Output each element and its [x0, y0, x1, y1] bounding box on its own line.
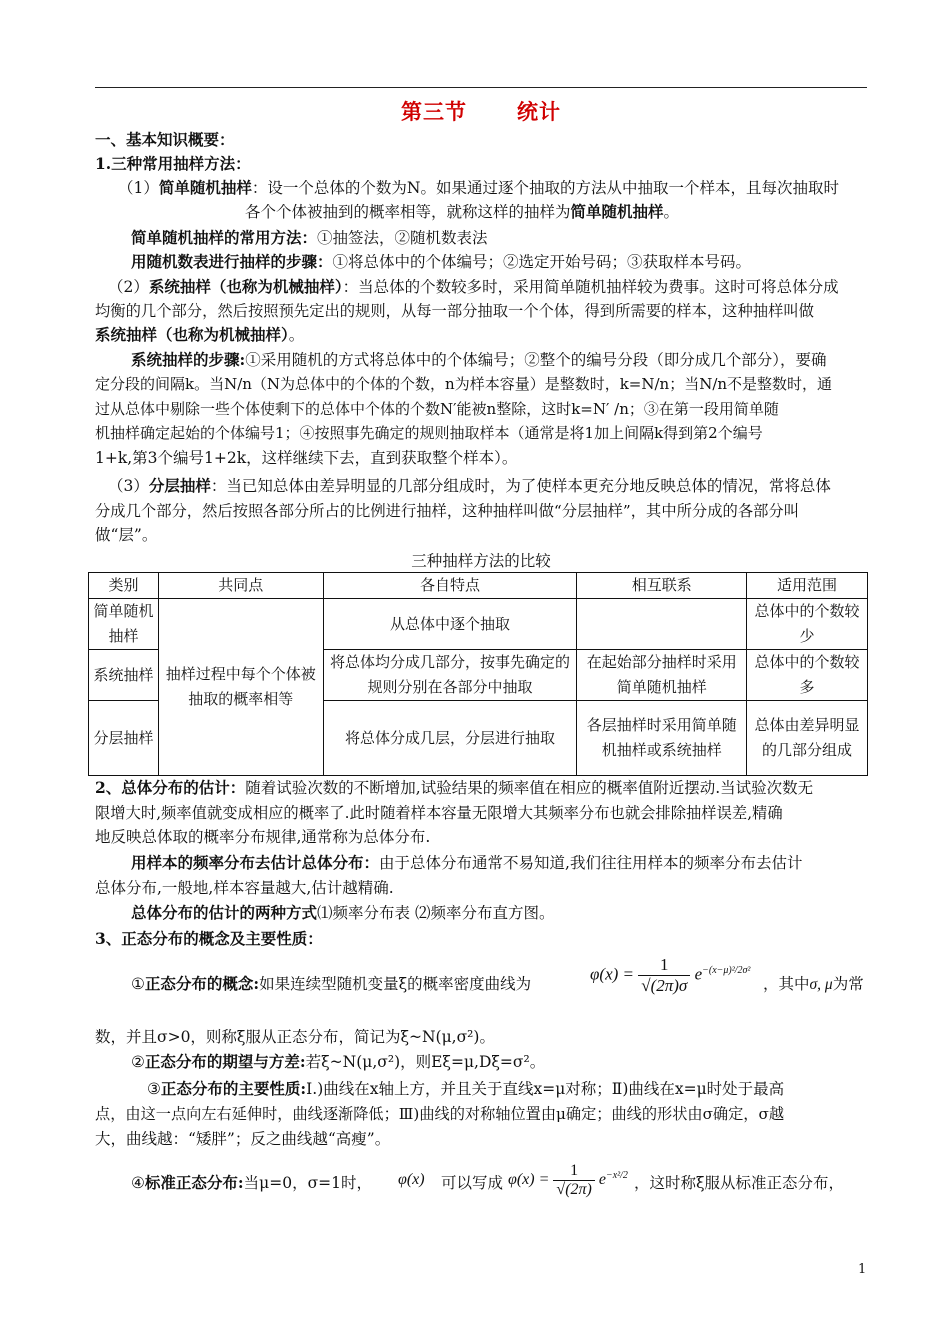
para-normal-concept: ①正态分布的概念:如果连续型随机变量ξ的概率密度曲线为: [131, 974, 532, 993]
para-sample-frequency-2: 总体分布,一般地,样本容量越大,估计越精确.: [95, 879, 394, 897]
para-sample-frequency: 用样本的频率分布去估计总体分布：由于总体分布通常不易知道,我们往往用样本的频率分布去估计: [131, 853, 803, 872]
header-rule: [95, 87, 867, 88]
link-cell: [577, 599, 747, 650]
common-cell: 抽样过程中每个个体被抽取的概率相等: [158, 599, 323, 776]
para-systematic-steps: 系统抽样的步骤:①采用随机的方式将总体中的个体编号；②整个的编号分段（即分成几个部分），要确: [131, 350, 827, 369]
table-row: [89, 599, 868, 650]
title-part-2: 统计: [517, 99, 561, 124]
para-standard-normal: ④标准正态分布:当μ=0，σ=1时，: [131, 1173, 372, 1192]
para-two-ways: 总体分布的估计的两种方式⑴频率分布表 ⑵频率分布直方图。: [131, 903, 555, 922]
para-normal-concept-2: 数，并且σ>0，则称ξ服从正态分布，简记为ξ~N(μ,σ²)。: [95, 1028, 495, 1046]
table-header-row: [89, 573, 868, 599]
para-standard-normal-tail: ，这时称ξ服从标准正态分布，: [634, 1174, 845, 1192]
type-cell: 系统抽样: [89, 650, 159, 701]
para-can-write-as: 可以写成: [441, 1174, 504, 1192]
para-stratified-cont2: 做“层”。: [95, 526, 158, 544]
para-normal-concept-tail: ，其中σ, μ为常: [763, 975, 864, 993]
comparison-table: [88, 572, 868, 776]
page-number: 1: [858, 1262, 867, 1277]
para-random-table-steps: 用随机数表进行抽样的步骤：①将总体中的个体编号；②选定开始号码；③获取样本号码。: [131, 252, 752, 271]
scope-cell: 总体中的个数较多: [747, 650, 868, 701]
header-cell: 类别: [89, 573, 159, 599]
para-systematic-cont2: 系统抽样（也称为机械抽样）。: [95, 325, 305, 344]
heading-normal-distribution: 3、正态分布的概念及主要性质：: [95, 929, 323, 948]
para-distribution-estimate-2: 限增大时,频率值就变成相应的概率了.此时随着样本容量无限增大其频率分布也就会排除抽样误差,精确: [95, 804, 783, 822]
section-title: [95, 96, 867, 126]
feature-cell: 将总体均分成几部分，按事先确定的规则分别在各部分中抽取: [323, 650, 577, 701]
para-systematic-steps-3: 过从总体中剔除一些个体使剩下的总体中个体的个数N′能被n整除，这时k=N′ /n；③在第一段用简单随: [95, 400, 779, 418]
table-caption: 三种抽样方法的比较: [411, 552, 551, 570]
para-main-properties: ③正态分布的主要性质:Ⅰ.)曲线在x轴上方，并且关于直线x=μ对称；Ⅱ)曲线在x=μ时处于最高: [147, 1079, 785, 1098]
header-cell: 共同点: [158, 573, 323, 599]
heading-sampling-methods: 1.三种常用抽样方法：: [95, 154, 251, 173]
title-part-1: 第三节: [401, 99, 467, 124]
para-simple-random: （1）简单随机抽样：设一个总体的个数为N。如果通过逐个抽取的方法从中抽取一个样本，且每次抽取时: [118, 178, 839, 197]
normal-density-formula: φ(x) = $\frac{1}{√(2\pi)\sigma}$ $e^{-(x-\mu)^2/2\sigma^2}$: [590, 955, 751, 995]
standard-normal-formula: φ(x) = $\frac{1}{√(2\pi)}$ $e^{-x^2/2}$: [508, 1162, 628, 1198]
feature-cell: 将总体分成几层，分层进行抽取: [323, 701, 577, 776]
para-systematic-steps-2: 定分段的间隔k。当N/n（N为总体中的个体的个数，n为样本容量）是整数时，k=N/n；当N/n不是整数时，通: [95, 375, 833, 393]
scope-cell: 总体中的个数较少: [747, 599, 868, 650]
heading-basics: 一、基本知识概要：: [95, 130, 235, 149]
para-distribution-estimate-3: 地反映总体取的概率分布规律,通常称为总体分布.: [95, 828, 431, 846]
para-simple-random-cont: 各个个体被抽到的概率相等，就称这样的抽样为简单随机抽样。: [245, 202, 680, 221]
para-main-properties-3: 大，曲线越：“矮胖”；反之曲线越“高瘦”。: [95, 1130, 391, 1148]
type-cell: 简单随机抽样: [89, 599, 159, 650]
para-stratified: （3）分层抽样：当已知总体由差异明显的几部分组成时，为了使样本更充分地反映总体的情况，常将总体: [108, 476, 831, 495]
para-main-properties-2: 点，由这一点向左右延伸时，曲线逐渐降低；Ⅲ)曲线的对称轴位置由μ确定；曲线的形状由σ确定，σ越: [95, 1105, 785, 1123]
type-cell: 分层抽样: [89, 701, 159, 776]
para-common-methods: 简单随机抽样的常用方法：①抽签法，②随机数表法: [131, 228, 488, 247]
link-cell: 在起始部分抽样时采用简单随机抽样: [577, 650, 747, 701]
scope-cell: 总体由差异明显的几部分组成: [747, 701, 868, 776]
link-cell: 各层抽样时采用简单随机抽样或系统抽样: [577, 701, 747, 776]
para-stratified-cont: 分成几个部分，然后按照各部分所占的比例进行抽样，这种抽样叫做“分层抽样”，其中所分成的各部分叫: [95, 502, 800, 520]
para-systematic-steps-4: 机抽样确定起始的个体编号1；④按照事先确定的规则抽取样本（通常是将1加上间隔k得到第2个编号: [95, 424, 763, 442]
para-distribution-estimate: 2、总体分布的估计：随着试验次数的不断增加,试验结果的频率值在相应的概率值附近摆动.当试验次数无: [95, 778, 814, 797]
phi-symbol: φ(x): [398, 1171, 425, 1188]
para-systematic-steps-5: 1+k,第3个编号1+2k，这样继续下去，直到获取整个样本）。: [95, 449, 518, 467]
para-expectation-variance: ②正态分布的期望与方差:若ξ~N(μ,σ²)，则Eξ=μ,Dξ=σ²。: [131, 1052, 546, 1071]
para-systematic: （2）系统抽样（也称为机械抽样）：当总体的个数较多时，采用简单随机抽样较为费事。这时可将总体分成: [108, 277, 839, 296]
header-cell: 相互联系: [577, 573, 747, 599]
header-cell: 适用范围: [747, 573, 868, 599]
feature-cell: 从总体中逐个抽取: [323, 599, 577, 650]
header-cell: 各自特点: [323, 573, 577, 599]
para-systematic-cont: 均衡的几个部分，然后按照预先定出的规则，从每一部分抽取一个个体，得到所需要的样本，这种抽样叫做: [95, 302, 814, 320]
